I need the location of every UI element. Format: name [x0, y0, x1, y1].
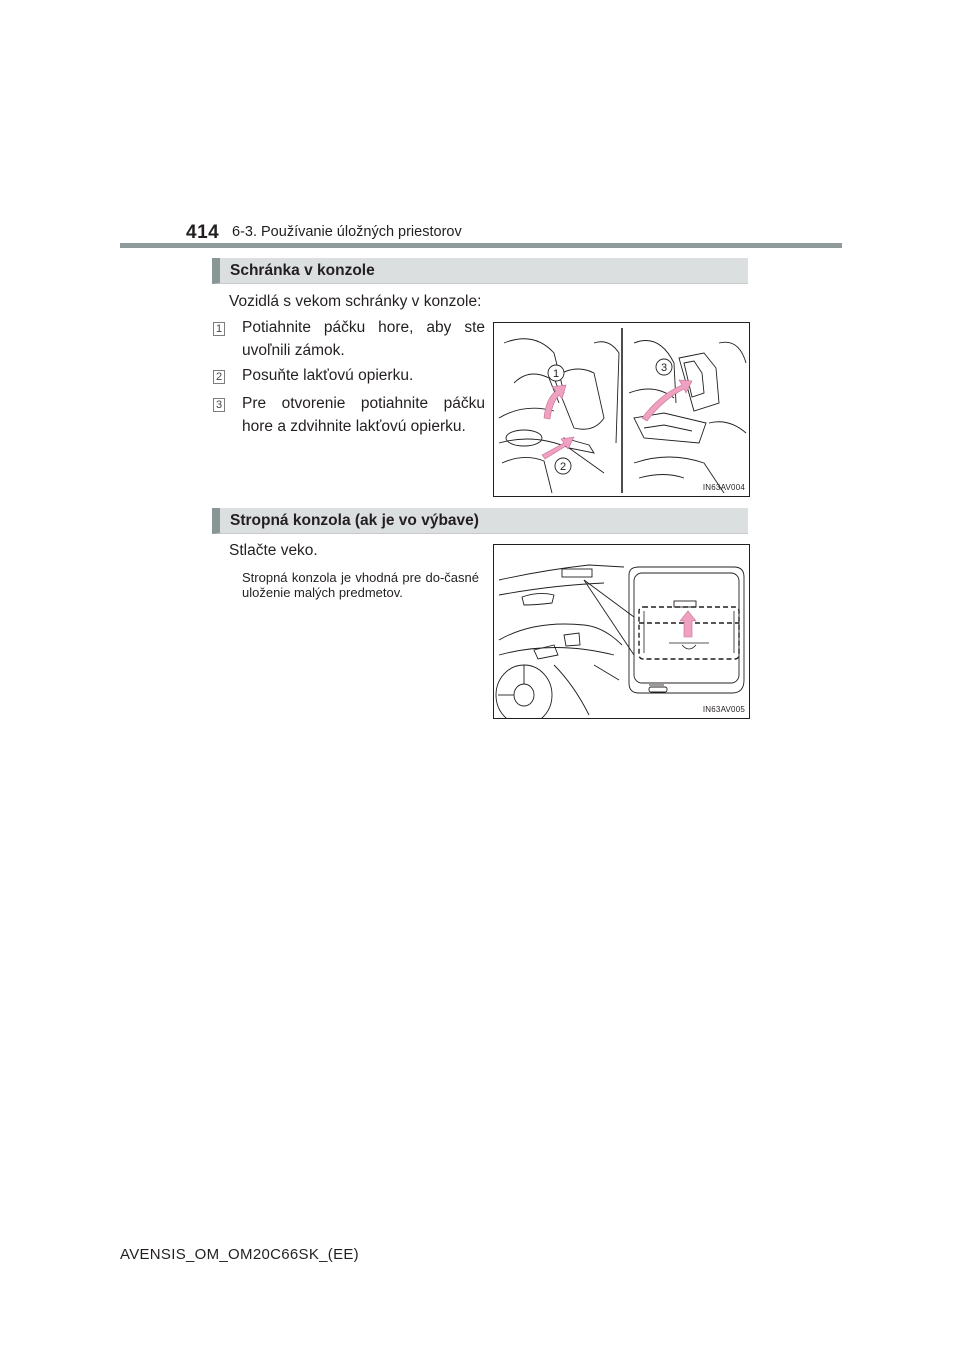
header-rule — [120, 243, 842, 248]
overhead-console-instruction: Stlačte veko. — [229, 542, 318, 559]
overhead-console-figure — [493, 544, 750, 719]
overhead-console-note: Stropná konzola je vhodná pre do-časné uloženie malých predmetov. — [242, 570, 479, 600]
console-box-illustration — [494, 323, 749, 496]
page-number: 414 — [186, 222, 220, 243]
step-number-3: 3 — [213, 398, 225, 412]
step-text-1: Potiahnite páčku hore, aby ste uvoľnili zámok. — [242, 319, 485, 359]
overhead-console-illustration — [494, 545, 749, 718]
step-text-3: Pre otvorenie potiahnite páčku hore a zdvihnite lakťovú opierku. — [242, 395, 485, 435]
section-title-console-box: Schránka v konzole — [212, 258, 748, 284]
console-box-figure — [493, 322, 750, 497]
footer-doc-id: AVENSIS_OM_OM20C66SK_(EE) — [120, 1246, 359, 1263]
arrow-step-1 — [544, 385, 566, 419]
console-box-intro: Vozidlá s vekom schránky v konzole: — [229, 293, 482, 310]
step-text-2: Posuňte lakťovú opierku. — [242, 367, 414, 384]
figure-code-1: IN63AV004 — [702, 483, 745, 492]
running-header: 6-3. Používanie úložných priestorov — [232, 224, 462, 240]
section-title-overhead-console: Stropná konzola (ak je vo výbave) — [212, 508, 748, 534]
figure-code-2: IN63AV005 — [702, 705, 745, 714]
step-number-2: 2 — [213, 370, 225, 384]
step-number-1: 1 — [213, 322, 225, 336]
callout-1: 1 — [552, 368, 560, 380]
arrow-step-3 — [642, 380, 692, 421]
callout-2: 2 — [559, 461, 567, 473]
callout-3: 3 — [660, 362, 668, 374]
arrow-press-lid — [680, 611, 696, 637]
